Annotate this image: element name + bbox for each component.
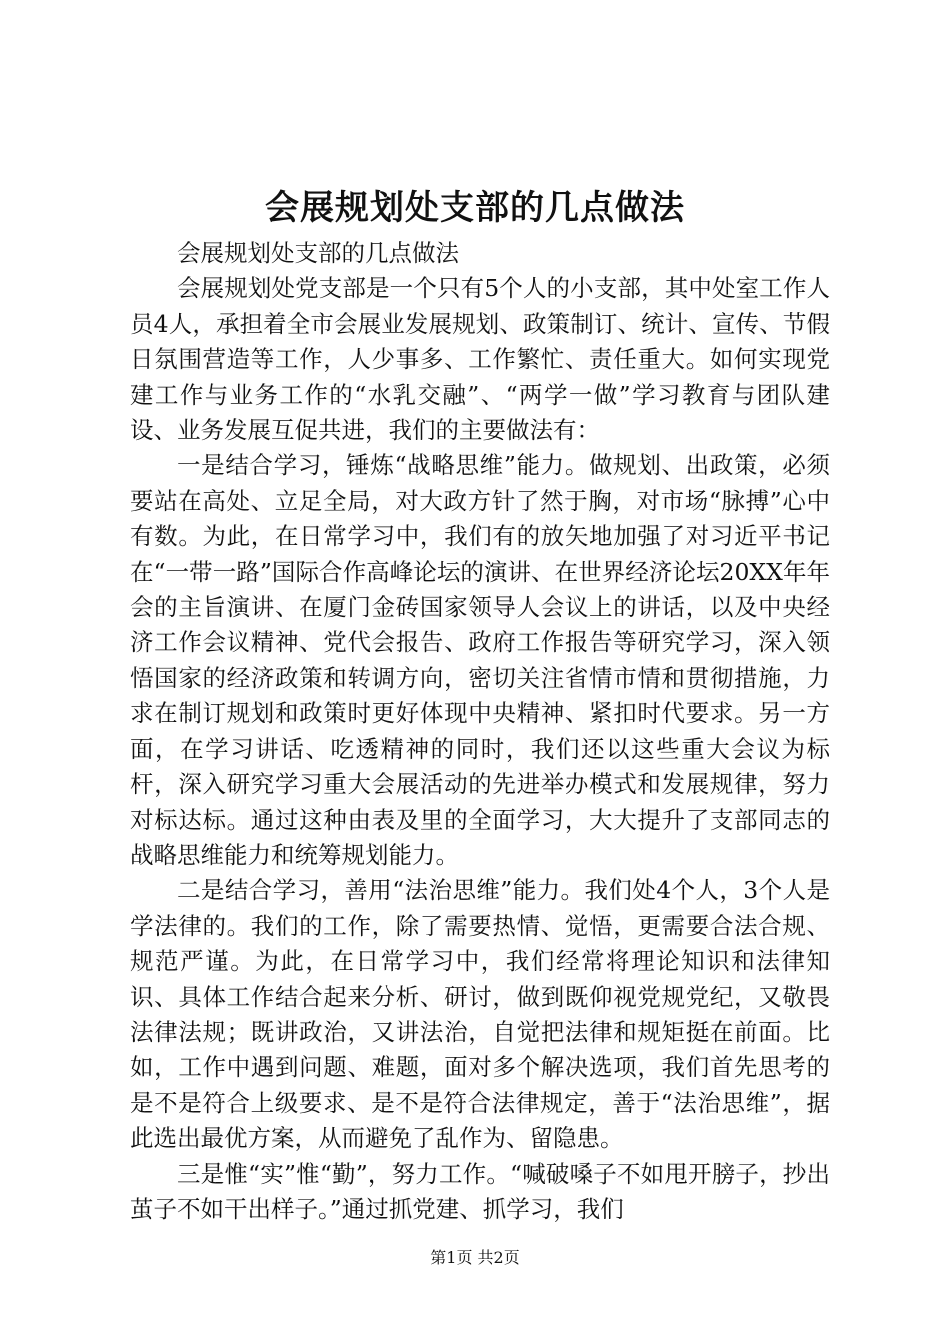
paragraph-intro: 会展规划处党支部是一个只有5个人的小支部，其中处室工作人员4人，承担着全市会展业发展规划、政策制订、统计、宣传、节假日氛围营造等工作，人少事多、工作繁忙、责任重大。如何实现党建工作与业务工作的“水乳交融”、“两学一做”学习教育与团队建设、业务发展互促共进，我们的主要做法有：	[130, 274, 830, 445]
page-number-footer: 第1页 共2页	[430, 1248, 520, 1267]
paragraph-subtitle: 会展规划处支部的几点做法	[177, 239, 459, 267]
document-body	[130, 236, 830, 1227]
paragraph-point-three: 三是惟“实”惟“勤”，努力工作。“喊破嗓子不如甩开膀子，抄出茧子不如干出样子。”通过抓党建、抓学习，我们	[130, 1159, 830, 1223]
paragraph-point-two: 二是结合学习，善用“法治思维”能力。我们处4个人，3个人是学法律的。我们的工作，除了需要热情、觉悟，更需要合法合规、规范严谨。为此，在日常学习中，我们经常将理论知识和法律知识、具体工作结合起来分析、研讨，做到既仰视党规党纪，又敬畏法律法规；既讲政治，又讲法治，自觉把法律和规矩挺在前面。比如，工作中遇到问题、难题，面对多个解决选项，我们首先思考的是不是符合上级要求、是不是符合法律规定，善于“法治思维”，据此选出最优方案，从而避免了乱作为、留隐患。	[130, 876, 830, 1153]
paragraph-point-one: 一是结合学习，锤炼“战略思维”能力。做规划、出政策，必须要站在高处、立足全局，对大政方针了然于胸，对市场“脉搏”心中有数。为此，在日常学习中，我们有的放矢地加强了对习近平书记在“一带一路”国际合作高峰论坛的演讲、在世界经济论坛20XX年年会的主旨演讲、在厦门金砖国家领导人会议上的讲话，以及中央经济工作会议精神、党代会报告、政府工作报告等研究学习，深入领悟国家的经济政策和转调方向，密切关注省情市情和贯彻措施，力求在制订规划和政策时更好体现中央精神、紧扣时代要求。另一方面，在学习讲话、吃透精神的同时，我们还以这些重大会议为标杆，深入研究学习重大会展活动的先进举办模式和发展规律，努力对标达标。通过这种由表及里的全面学习，大大提升了支部同志的战略思维能力和统筹规划能力。	[130, 451, 830, 869]
document-title: 会展规划处支部的几点做法	[265, 188, 685, 228]
